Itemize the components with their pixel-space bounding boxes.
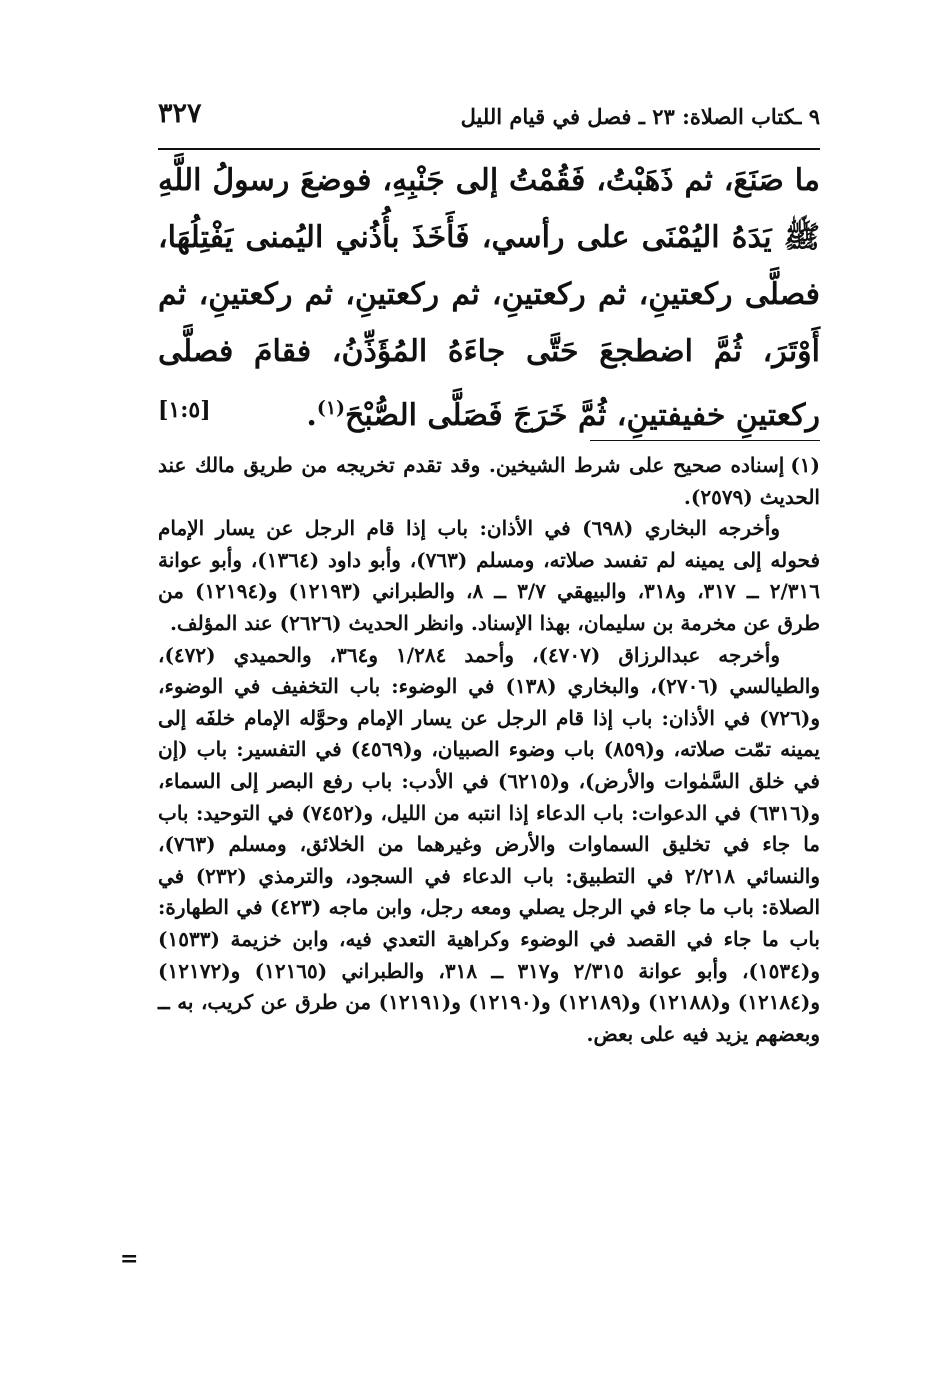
footnote-paragraph: وأخرجه البخاري (٦٩٨) في الأذان: باب إذا قام الرجل عن يسار الإمام فحوله إلى يمينه لم تفسد صلاته، ومسلم (٧٦٣)، وأبو داود (١٣٦٤)، وأبو عوانة ٢/٣١٦ ــ ٣١٧، و٣١٨، والبيهقي ٣/٧ ــ ٨، والطبراني (١٢١٩٣) و(١٢١٩٤) من طرق عن مخرمة بن سليمان، بهذا الإسناد. وانظر الحديث (٢٦٢٦) عند المؤلف. bbox=[158, 516, 821, 635]
footnote-rule bbox=[590, 440, 820, 441]
main-text bbox=[158, 152, 820, 444]
section-reference: [١:٥] bbox=[158, 397, 211, 423]
end-punctuation: . bbox=[306, 398, 317, 433]
hadith-text: ما صَنَعَ، ثم ذَهَبْتُ، فَقُمْتُ إلى جَنْبِهِ، فوضعَ رسولُ اللَّهِ ﷺ يَدَهُ اليُمْنَى على رأسي، فَأَخَذَ بأُذُني اليُمنى يَفْتِلُهَا، فصلَّى ركعتينِ، ثم ركعتينِ، ثم ركعتينِ، ثم ركعتينِ، ثم أَوْتَرَ، ثُمَّ اضطجعَ حَتَّى جاءَهُ المُؤَذِّنُ، فقامَ فصلَّى ركعتينِ خفيفتينِ، ثُمَّ خَرَجَ فَصَلَّى الصُّبْحَ bbox=[158, 163, 820, 433]
footnote-marker: (١) bbox=[790, 453, 820, 477]
footnote-text: إسناده صحيح على شرط الشيخين. وقد تقدم تخريجه من طريق مالك عند الحديث (٢٥٧٩). bbox=[158, 453, 820, 509]
continuation-mark: = bbox=[120, 1246, 139, 1272]
footnote-paragraph: وأخرجه عبدالرزاق (٤٧٠٧)، وأحمد ١/٢٨٤ و٣٦٤، والحميدي (٤٧٢)، والطيالسي (٢٧٠٦)، والبخاري (١٣٨) في الوضوء: باب التخفيف في الوضوء، و(٧٢٦) في الأذان: باب إذا قام الرجل عن يسار الإمام وحوَّله الإمام خلفَه إلى يمينه تمّت صلاته، و(٨٥٩) باب وضوء الصبيان، و(٤٥٦٩) في التفسير: باب (إن في خلق السَّمٰوات والأرض)، و(٦٢١٥) في الأدب: باب رفع البصر إلى السماء، و(٦٣١٦) في الدعوات: باب الدعاء إذا انتبه من الليل، و(٧٤٥٢) في التوحيد: باب ما جاء في تخليق السماوات والأرض وغيرهما من الخلائق، ومسلم (٧٦٣)، والنسائي ٢/٢١٨ في التطبيق: باب الدعاء في السجود، والترمذي (٢٣٢) في الصلاة: باب ما جاء في الرجل يصلي ومعه رجل، وابن ماجه (٤٢٣) في الطهارة: باب ما جاء في القصد في الوضوء وكراهية التعدي فيه، وابن خزيمة (١٥٣٣) و(١٥٣٤)، وأبو عوانة ٢/٣١٥ و٣١٧ ــ ٣١٨، والطبراني (١٢١٦٥) و(١٢١٧٢) و(١٢١٨٤) و(١٢١٨٨) و(١٢١٨٩) و(١٢١٩٠) و(١٢١٩١) من طرق عن كريب، به ــ وبعضهم يزيد فيه على بعض. bbox=[158, 642, 821, 1046]
footnote-paragraph bbox=[158, 450, 820, 513]
page-number: ٣٢٧ bbox=[158, 98, 202, 129]
footnotes bbox=[158, 450, 820, 1050]
header-rule bbox=[158, 148, 820, 150]
footnote-reference: (١) bbox=[316, 397, 346, 419]
page-header bbox=[158, 98, 820, 144]
running-title: ٩ ـكتاب الصلاة: ٢٣ ـ فصل في قيام الليل bbox=[460, 104, 820, 129]
